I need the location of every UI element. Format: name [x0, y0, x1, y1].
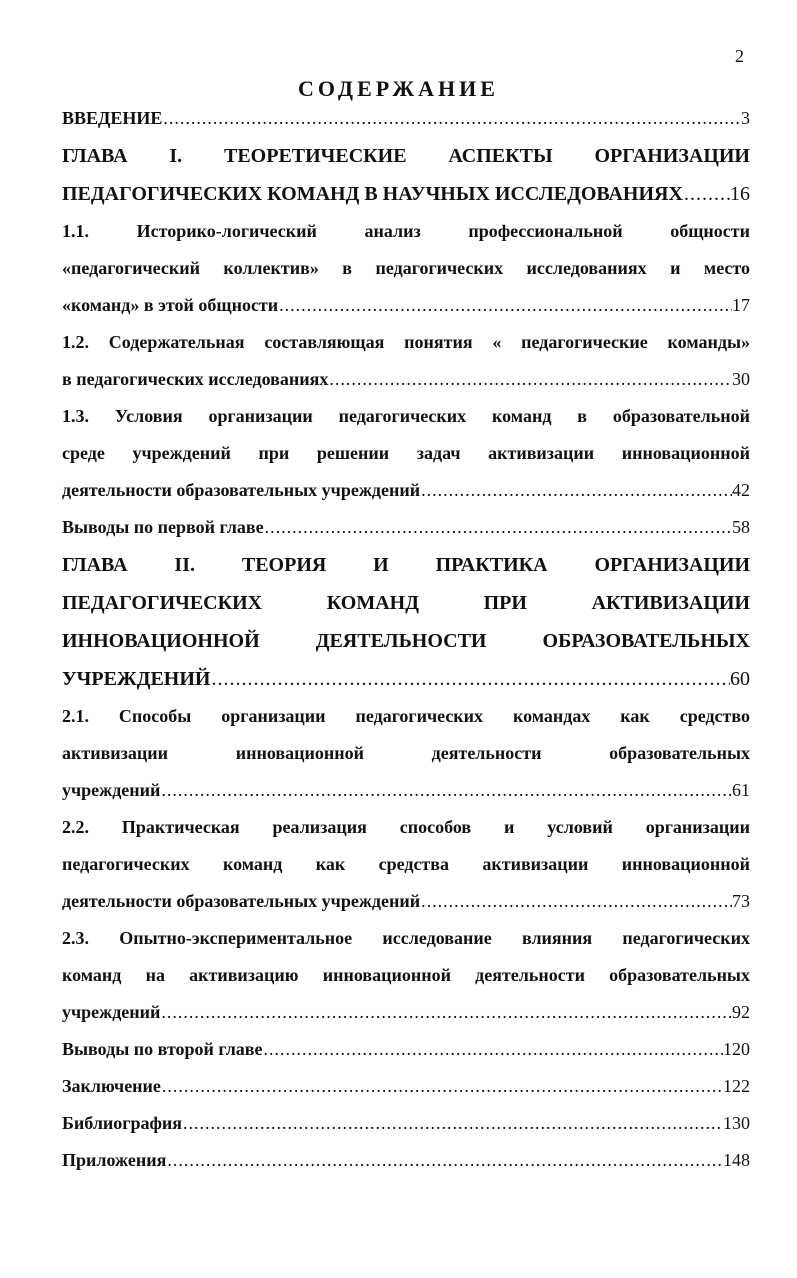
page-number: 2	[735, 46, 744, 66]
dot-leader	[278, 287, 732, 324]
toc-page-number: 42	[732, 480, 750, 500]
toc-entry-section-2-2[interactable]	[62, 809, 750, 920]
toc-entry-line: 1.1. Историко-логический анализ профессиональной общности	[62, 221, 750, 241]
toc-entry-line: 1.3. Условия организации педагогических команд в образовательной	[62, 406, 750, 426]
page-title: СОДЕРЖАНИЕ	[298, 76, 499, 101]
toc-entry-title: учреждений	[62, 1002, 161, 1022]
toc-page-number: 73	[732, 891, 750, 911]
dot-leader	[182, 1105, 723, 1142]
dot-leader	[161, 1068, 723, 1105]
toc-entry-conclusions-1[interactable]	[62, 509, 750, 546]
toc-entry-title: Выводы по первой главе	[62, 517, 264, 537]
toc-entry-line: педагогических команд как средства активизации инновационной	[62, 854, 750, 874]
toc-entry-line: активизации инновационной деятельности образовательных	[62, 743, 750, 763]
toc-entry-line: 2.3. Опытно-экспериментальное исследование влияния педагогических	[62, 928, 750, 948]
toc-entry-line: среде учреждений при решении задач активизации инновационной	[62, 443, 750, 463]
table-of-contents	[62, 100, 750, 1179]
toc-entry-title: Библиография	[62, 1113, 183, 1133]
dot-leader	[160, 994, 732, 1031]
toc-page-number: 30	[732, 369, 750, 389]
toc-page-number: 92	[732, 1002, 750, 1022]
toc-entry-line: ПЕДАГОГИЧЕСКИХ КОМАНД ПРИ АКТИВИЗАЦИИ	[62, 592, 750, 614]
toc-page-number: 60	[730, 668, 750, 690]
toc-entry-bibliography[interactable]	[62, 1105, 750, 1142]
toc-page-number: 120	[723, 1039, 750, 1059]
toc-page-number: 122	[723, 1076, 750, 1096]
dot-leader	[420, 472, 732, 509]
toc-entry-title: «команд» в этой общности	[62, 295, 279, 315]
toc-page-number: 61	[732, 780, 750, 800]
dot-leader	[683, 175, 730, 213]
toc-entry-line: 2.1. Способы организации педагогических командах как средство	[62, 706, 750, 726]
dot-leader	[160, 772, 732, 809]
toc-entry-title: в педагогических исследованиях	[62, 369, 329, 389]
toc-entry-conclusions-2[interactable]	[62, 1031, 750, 1068]
toc-entry-title: учреждений	[62, 780, 161, 800]
toc-entry-title: ПЕДАГОГИЧЕСКИХ КОМАНД В НАУЧНЫХ ИССЛЕДОВАНИЯХ	[62, 183, 683, 205]
toc-page-number: 58	[732, 517, 750, 537]
toc-entry-title: УЧРЕЖДЕНИЙ	[62, 668, 211, 690]
dot-leader	[263, 1031, 724, 1068]
toc-entry-line: 1.2. Содержательная составляющая понятия « педагогические команды»	[62, 332, 750, 352]
toc-entry-line: ГЛАВА I. ТЕОРЕТИЧЕСКИЕ АСПЕКТЫ ОРГАНИЗАЦИИ	[62, 145, 750, 167]
dot-leader	[328, 361, 732, 398]
toc-entry-line: ГЛАВА II. ТЕОРИЯ И ПРАКТИКА ОРГАНИЗАЦИИ	[62, 554, 750, 576]
toc-entry-line: «педагогический коллектив» в педагогических исследованиях и место	[62, 258, 750, 278]
toc-entry-section-1-1[interactable]	[62, 213, 750, 324]
toc-entry-line: 2.2. Практическая реализация способов и условий организации	[62, 817, 750, 837]
toc-entry-title: деятельности образовательных учреждений	[62, 480, 421, 500]
toc-entry-chapter-2[interactable]	[62, 546, 750, 698]
toc-entry-conclusion[interactable]	[62, 1068, 750, 1105]
toc-entry-introduction[interactable]	[62, 100, 750, 137]
toc-entry-title: Выводы по второй главе	[62, 1039, 263, 1059]
toc-entry-section-1-2[interactable]	[62, 324, 750, 398]
dot-leader	[264, 509, 732, 546]
toc-page-number: 130	[723, 1113, 750, 1133]
toc-entry-line: ИННОВАЦИОННОЙ ДЕЯТЕЛЬНОСТИ ОБРАЗОВАТЕЛЬНЫХ	[62, 630, 750, 652]
dot-leader	[210, 660, 730, 698]
dot-leader	[420, 883, 732, 920]
toc-entry-title: деятельности образовательных учреждений	[62, 891, 421, 911]
toc-entry-section-2-3[interactable]	[62, 920, 750, 1031]
toc-entry-title: Заключение	[62, 1076, 161, 1096]
toc-entry-title: Приложения	[62, 1150, 167, 1170]
toc-page-number: 148	[723, 1150, 750, 1170]
dot-leader	[166, 1142, 723, 1179]
toc-entry-section-2-1[interactable]	[62, 698, 750, 809]
toc-page-number: 3	[741, 108, 750, 128]
toc-entry-line: команд на активизацию инновационной деятельности образовательных	[62, 965, 750, 985]
toc-entry-appendices[interactable]	[62, 1142, 750, 1179]
dot-leader	[162, 100, 741, 137]
toc-page-number: 17	[732, 295, 750, 315]
toc-entry-title: ВВЕДЕНИЕ	[62, 108, 163, 128]
toc-page-number: 16	[730, 183, 750, 205]
toc-entry-chapter-1[interactable]	[62, 137, 750, 213]
toc-entry-section-1-3[interactable]	[62, 398, 750, 509]
